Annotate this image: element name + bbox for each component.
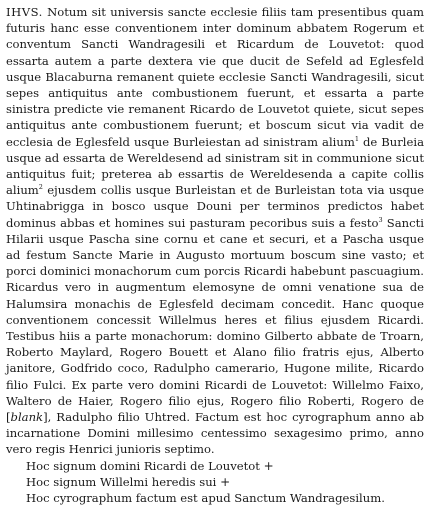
charter-document <box>6 4 424 506</box>
closing-line <box>6 490 424 506</box>
closing-text: Hoc cyrographum factum est apud Sanctum Wandragesilum. <box>26 491 385 506</box>
charter-text-part-5: ], Radulpho filio Uhtred. Factum est hoc cyrographum anno ab incarnatione Domini millesimo centessimo sexagesimo primo, anno vero regis Henrici junioris septimo. <box>6 410 424 457</box>
charter-paragraph <box>6 4 424 458</box>
footnote-marker-3: 3 <box>378 215 383 224</box>
charter-text-part-1: Notum sit universis sancte ecclesie filiis tam presentibus quam futuris hanc esse conventionem inter dominum abbatem Rogerum et conventum Sancti Wandragesili et Ricardum de Louvetot: quod essarta autem a parte dextera vie que ducit de Sefeld ad Eglesfeld usque Blacaburna remanent quiete ecclesie Sancti Wandragesili, sicut sepes antiquitus ante combustionem fuerunt, et essarta a parte sinistra predicte vie remanent Ricardo de Louvetot quiete, sicut sepes antiquitus ante combustionem fuerunt; et boscum sicut via vadit de ecclesia de Eglesfeld usque Burleiestan ad sinistram alium <box>6 5 425 149</box>
charter-text-part-2: de Burleia usque ad essarta de Wereldesend ad sinistram sit in communione sicut antiquitus fuit; preterea ab essartis de Wereldesenda a capite collis alium <box>6 134 424 198</box>
footnote-marker-1: 1 <box>354 134 359 143</box>
charter-text-part-3: ejusdem collis usque Burleistan et de Burleistan tota via usque Uhtinabrigga in bosco usque Douni per terminos predictos habet dominus abbas et homines sui pasturam pecoribus suis a festo <box>6 183 424 230</box>
opening-word: IHVS. <box>6 5 43 19</box>
signature-text: Hoc signum Willelmi heredis sui <box>26 474 217 489</box>
cross-mark: + <box>263 458 274 473</box>
blank-placeholder: blank <box>10 410 44 425</box>
signature-block <box>6 458 424 507</box>
cross-mark: + <box>220 474 231 489</box>
signature-line-willelmi <box>6 474 424 490</box>
footnote-marker-2: 2 <box>38 183 43 192</box>
charter-text-part-4: Sancti Hilarii usque Pascha sine cornu et cane et securi, et a Pascha usque ad festum Sancte Marie in Augusto mortuum boscum sine vasto; et porci dominici monachorum cum porcis Ricardi habebunt pascuagium. Ricardus vero in augmentum elemosyne de omni venatione sua de Halumsira monachis de Eglesfeld decimam concedit. Hanc quoque conventionem concessit Willelmus heres et filius ejusdem Ricardi. Testibus hiis a parte monachorum: domino Gilberto abbate de Troarn, Roberto Maylard, Rogero Bouett et Alano filio fratris ejus, Alberto janitore, Godfrido coco, Radulpho camerario, Hugone milite, Ricardo filio Fulci. Ex parte vero domini Ricardi de Louvetot: Willelmo Faixo, Waltero de Haier, Rogero filio ejus, Rogero filio Roberti, Rogero de [ <box>6 215 424 425</box>
signature-line-ricardi <box>6 458 424 474</box>
signature-text: Hoc signum domini Ricardi de Louvetot <box>26 458 260 473</box>
